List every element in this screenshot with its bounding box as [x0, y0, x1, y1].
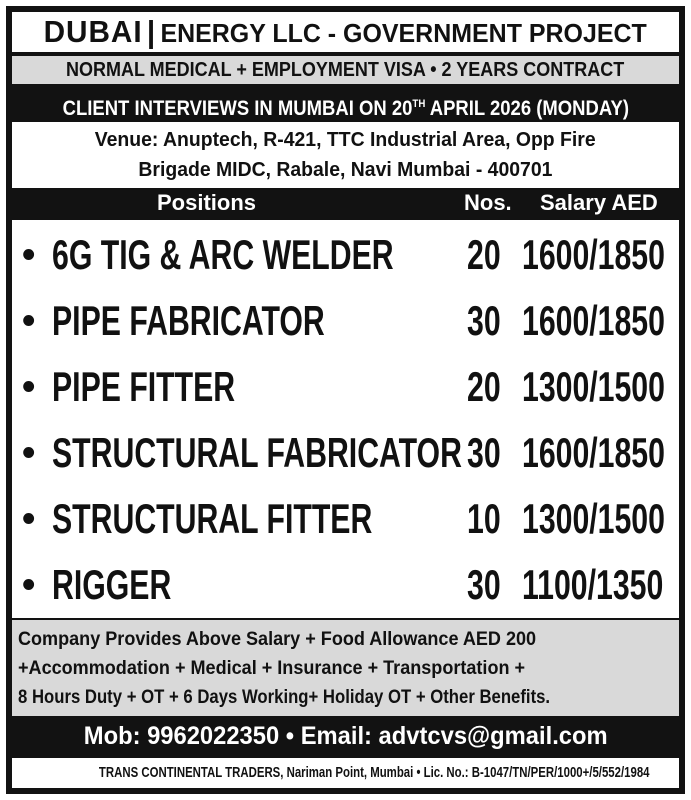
- title-country: DUBAI: [43, 14, 143, 49]
- position-count: 30: [467, 561, 501, 608]
- position-name: PIPE FABRICATOR: [52, 297, 325, 344]
- position-row: [12, 553, 679, 617]
- position-salary: 1300/1500: [522, 363, 665, 410]
- position-count: 30: [467, 429, 501, 476]
- title-separator: |: [147, 14, 157, 49]
- benefits-line-3: 8 Hours Duty + OT + 6 Days Working+ Holiday OT + Other Benefits.: [18, 687, 551, 708]
- position-count: 20: [467, 363, 501, 410]
- venue-line-2: Brigade MIDC, Rabale, Navi Mumbai - 400701: [138, 159, 553, 181]
- col-salary: Salary AED: [540, 190, 658, 215]
- positions-table: [12, 220, 679, 618]
- position-salary: 1600/1850: [522, 297, 665, 344]
- col-nos: Nos.: [464, 190, 512, 215]
- position-name: RIGGER: [52, 561, 172, 608]
- benefits-line-2: +Accommodation + Medical + Insurance + Transportation +: [18, 658, 526, 679]
- position-row: [12, 289, 679, 353]
- position-salary: 1600/1850: [522, 231, 665, 278]
- position-name: PIPE FITTER: [52, 363, 236, 410]
- bullet: •: [22, 432, 36, 474]
- agency-footer-text: TRANS CONTINENTAL TRADERS, Nariman Point, Mumbai • Lic. No.: B-1047/TN/PER/1000+/5/552/1984: [98, 764, 650, 781]
- table-header: [12, 188, 679, 218]
- interview-date-post: APRIL 2026 (MONDAY): [425, 97, 629, 120]
- position-count: 30: [467, 297, 501, 344]
- bullet: •: [22, 234, 36, 276]
- interview-banner: [12, 88, 679, 120]
- position-name: STRUCTURAL FITTER: [52, 495, 373, 542]
- bullet: •: [22, 366, 36, 408]
- position-row: [12, 223, 679, 287]
- bullet: •: [22, 564, 36, 606]
- position-count: 20: [467, 231, 501, 278]
- contract-terms: [12, 56, 679, 84]
- bullet: •: [22, 300, 36, 342]
- position-salary: 1100/1350: [522, 561, 664, 608]
- interview-date-sup: TH: [412, 98, 426, 110]
- benefits-panel: [12, 620, 679, 716]
- job-advertisement: [6, 6, 685, 794]
- benefits-line-1: Company Provides Above Salary + Food Allowance AED 200: [18, 629, 537, 650]
- position-salary: 1300/1500: [522, 495, 665, 542]
- contact-text: Mob: 9962022350 • Email: advtcvs@gmail.com: [83, 722, 608, 750]
- venue-address: [12, 122, 679, 188]
- col-positions: Positions: [157, 190, 257, 215]
- contact-bar: [12, 718, 679, 754]
- bullet: •: [22, 498, 36, 540]
- position-row: [12, 421, 679, 485]
- interview-date-pre: CLIENT INTERVIEWS IN MUMBAI ON 20: [62, 97, 413, 120]
- position-count: 10: [467, 495, 501, 542]
- position-name: STRUCTURAL FABRICATOR: [52, 429, 462, 476]
- agency-footer: [12, 758, 679, 788]
- venue-line-1: Venue: Anuptech, R-421, TTC Industrial Area, Opp Fire: [95, 129, 596, 151]
- contract-terms-text: NORMAL MEDICAL + EMPLOYMENT VISA • 2 YEARS CONTRACT: [66, 59, 625, 81]
- position-salary: 1600/1850: [522, 429, 665, 476]
- position-row: [12, 487, 679, 551]
- ad-title: [12, 12, 679, 52]
- position-row: [12, 355, 679, 419]
- position-name: 6G TIG & ARC WELDER: [52, 231, 394, 278]
- title-company: ENERGY LLC - GOVERNMENT PROJECT: [160, 18, 648, 48]
